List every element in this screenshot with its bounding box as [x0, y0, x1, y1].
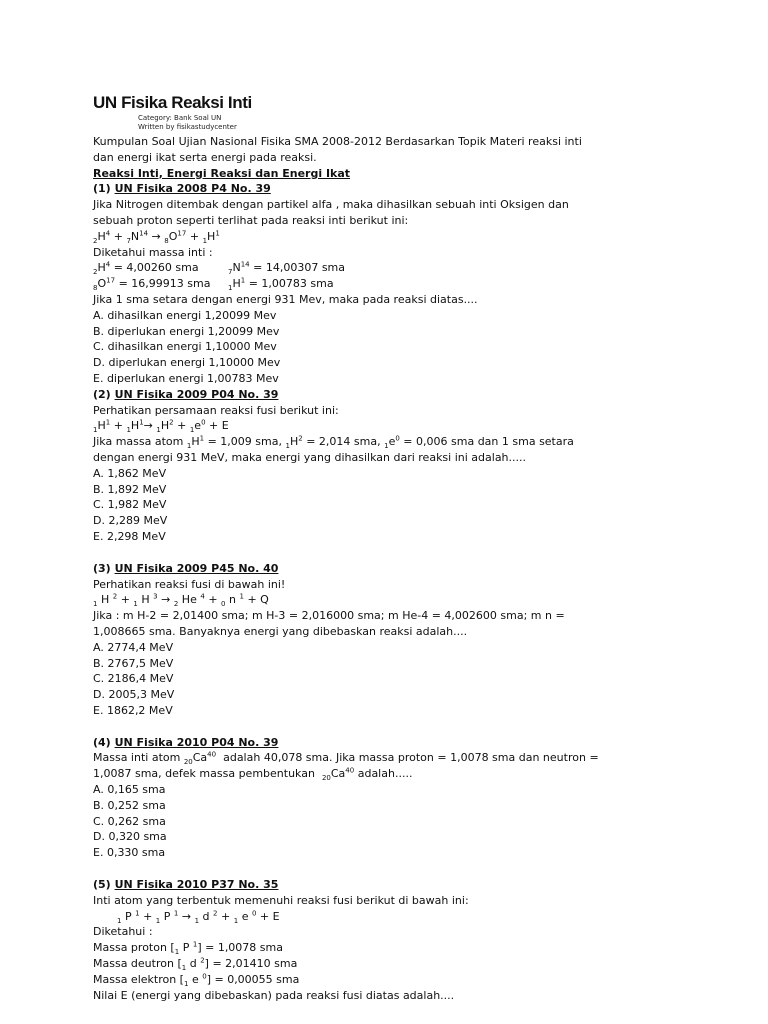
question-source-link[interactable]: UN Fisika 2009 P04 No. 39	[114, 387, 279, 401]
question-text-part: adalah 40,078 sma. Jika massa proton = 1,0078 sma dan neutron =	[223, 751, 599, 765]
question-number: (2)	[93, 387, 111, 401]
question-number: (3)	[93, 561, 111, 575]
spacer	[93, 545, 733, 561]
reaction-equation: $_1$ P $^1$ + $_1$ P $^1$ → $_1$ d $^2$ + $_1$ e $^0$ + E	[117, 909, 280, 925]
mass-value: ] = 0,00055 sma	[206, 972, 300, 986]
question-3-heading	[93, 561, 733, 577]
mass-data-row: Massa deutron [$_1$ d $^2$] = 2,01410 sma	[93, 956, 298, 973]
answer-option: B. 1,892 MeV	[93, 482, 167, 496]
question-2-heading	[93, 387, 733, 403]
question-text-part: 1,0087 sma, defek massa pembentukan	[93, 767, 315, 781]
known-label: Diketahui massa inti :	[93, 245, 213, 259]
question-text: Perhatikan persamaan reaksi fusi berikut ini:	[93, 403, 339, 417]
question-text: sebuah proton seperti terlihat pada reaksi inti berikut ini:	[93, 213, 409, 227]
spacer	[93, 861, 733, 877]
question-number: (5)	[93, 878, 111, 892]
question-source-link[interactable]: UN Fisika 2009 P45 No. 40	[114, 561, 279, 575]
answer-option: C. 1,982 MeV	[93, 498, 167, 512]
author-label: Written by fisikastudycenter	[138, 123, 237, 131]
answer-option: D. 2,289 MeV	[93, 514, 168, 528]
question-text: Jika massa atom $_1H^1 = 1,009$ sma, $_1H^2 = 2,014$ sma, $_1e^0 = 0,006$ sma dan 1 sma setara	[93, 434, 574, 451]
question-number: (1)	[93, 182, 111, 196]
reaction-equation: $_1$ H $^2$ + $_1$ H $^3$ → $_2$ He $^4$ + $_0$ n $^1$ + Q	[93, 592, 269, 609]
section-subtitle: Reaksi Inti, Energi Reaksi dan Energi Ikat	[93, 166, 351, 180]
question-4-heading	[93, 735, 733, 751]
question-source-link[interactable]: UN Fisika 2010 P04 No. 39	[114, 735, 279, 749]
mass-value: = 4,00260 sma	[113, 261, 199, 275]
question-text: Nilai E (energi yang dibebaskan) pada reaksi fusi diatas adalah....	[93, 988, 455, 1002]
answer-option: B. 2767,5 MeV	[93, 656, 174, 670]
page-title: UN Fisika Reaksi Inti	[93, 93, 252, 112]
answer-option: D. diperlukan energi 1,10000 Mev	[93, 356, 281, 370]
mass-data-row: Massa elektron [$_1$ e $^0$] = 0,00055 sma	[93, 972, 300, 989]
question-text-part: adalah.....	[357, 767, 413, 781]
answer-option: A. 1,862 MeV	[93, 466, 167, 480]
answer-option: D. 0,320 sma	[93, 830, 167, 844]
question-text: Jika 1 sma setara dengan energi 931 Mev, maka pada reaksi diatas....	[93, 292, 478, 306]
mass-label: Massa proton [	[93, 941, 175, 955]
mass-value: ] = 1,0078 sma	[197, 941, 283, 955]
mass-value: = 14,00307 sma	[253, 261, 346, 275]
intro-line-1: Kumpulan Soal Ujian Nasional Fisika SMA 2008-2012 Berdasarkan Topik Materi reaksi inti	[93, 135, 582, 148]
answer-option: C. 2186,4 MeV	[93, 672, 174, 686]
mass-value: = 16,99913 sma	[118, 277, 211, 291]
question-text: Inti atom yang terbentuk memenuhi reaksi fusi berikut di bawah ini:	[93, 893, 469, 907]
answer-option: E. 2,298 MeV	[93, 529, 166, 543]
answer-option: D. 2005,3 MeV	[93, 688, 175, 702]
question-text: Massa inti atom $_{20}Ca^{40}$ adalah 40,078 sma. Jika massa proton = 1,0078 sma dan neutron =	[93, 750, 599, 767]
question-source-link[interactable]: UN Fisika 2010 P37 No. 35	[114, 878, 279, 892]
answer-option: E. diperlukan energi 1,00783 Mev	[93, 371, 279, 385]
category-label: Category: Bank Soal UN	[138, 114, 222, 122]
answer-option: B. 0,252 sma	[93, 798, 166, 812]
question-number: (4)	[93, 735, 111, 749]
intro-line-2: dan energi ikat serta energi pada reaksi.	[93, 150, 317, 164]
question-5-heading	[93, 877, 733, 893]
question-text: Perhatikan reaksi fusi di bawah ini!	[93, 577, 286, 591]
answer-option: A. 0,165 sma	[93, 783, 166, 797]
mass-value: = 1,00783 sma	[248, 277, 334, 291]
mass-data-row: $_2H^4 = 4,00260$ sma $_7N^{14} = 14,00307$ sma	[93, 260, 346, 277]
mass-label: Massa elektron [	[93, 972, 184, 986]
answer-option: E. 1862,2 MeV	[93, 703, 173, 717]
answer-option: A. dihasilkan energi 1,20099 Mev	[93, 308, 277, 322]
reaction-equation: $_1H^1 + _1H^1\to _1H^2 + _1e^0 + E$	[93, 418, 229, 435]
answer-option: C. 0,262 sma	[93, 814, 166, 828]
answer-option: E. 0,330 sma	[93, 846, 166, 860]
document-body	[93, 134, 733, 1003]
known-label: Diketahui :	[93, 925, 153, 939]
question-source-link[interactable]: UN Fisika 2008 P4 No. 39	[114, 182, 271, 196]
answer-option: C. dihasilkan energi 1,10000 Mev	[93, 340, 277, 354]
question-text: dengan energi 931 MeV, maka energi yang dihasilkan dari reaksi ini adalah.....	[93, 450, 527, 464]
mass-data-row: Massa proton [$_1$ P $^1$] = 1,0078 sma	[93, 940, 283, 957]
mass-label: Massa deutron [	[93, 957, 182, 971]
question-1-heading	[93, 181, 733, 197]
spacer	[93, 719, 733, 735]
answer-option: A. 2774,4 MeV	[93, 640, 174, 654]
reaction-equation: $_2H^4 + _7N^{14} \to _8O^{17} + _1H^1$	[93, 229, 220, 245]
question-text: Jika : m H-2 = 2,01400 sma; m H-3 = 2,016000 sma; m He-4 = 4,002600 sma; m n =	[93, 609, 565, 623]
mass-data-row: $_8O^{17} = 16,99913$ sma $_1H^1 = 1,00783$ sma	[93, 276, 334, 293]
question-text: 1,008665 sma. Banyaknya energi yang dibebaskan reaksi adalah....	[93, 624, 468, 638]
answer-option: B. diperlukan energi 1,20099 Mev	[93, 324, 280, 338]
mass-value: ] = 2,01410 sma	[204, 957, 298, 971]
question-text: Jika Nitrogen ditembak dengan partikel alfa , maka dihasilkan sebuah inti Oksigen dan	[93, 198, 569, 212]
question-text: 1,0087 sma, defek massa pembentukan $_{20}Ca^{40}$ adalah.....	[93, 766, 413, 783]
